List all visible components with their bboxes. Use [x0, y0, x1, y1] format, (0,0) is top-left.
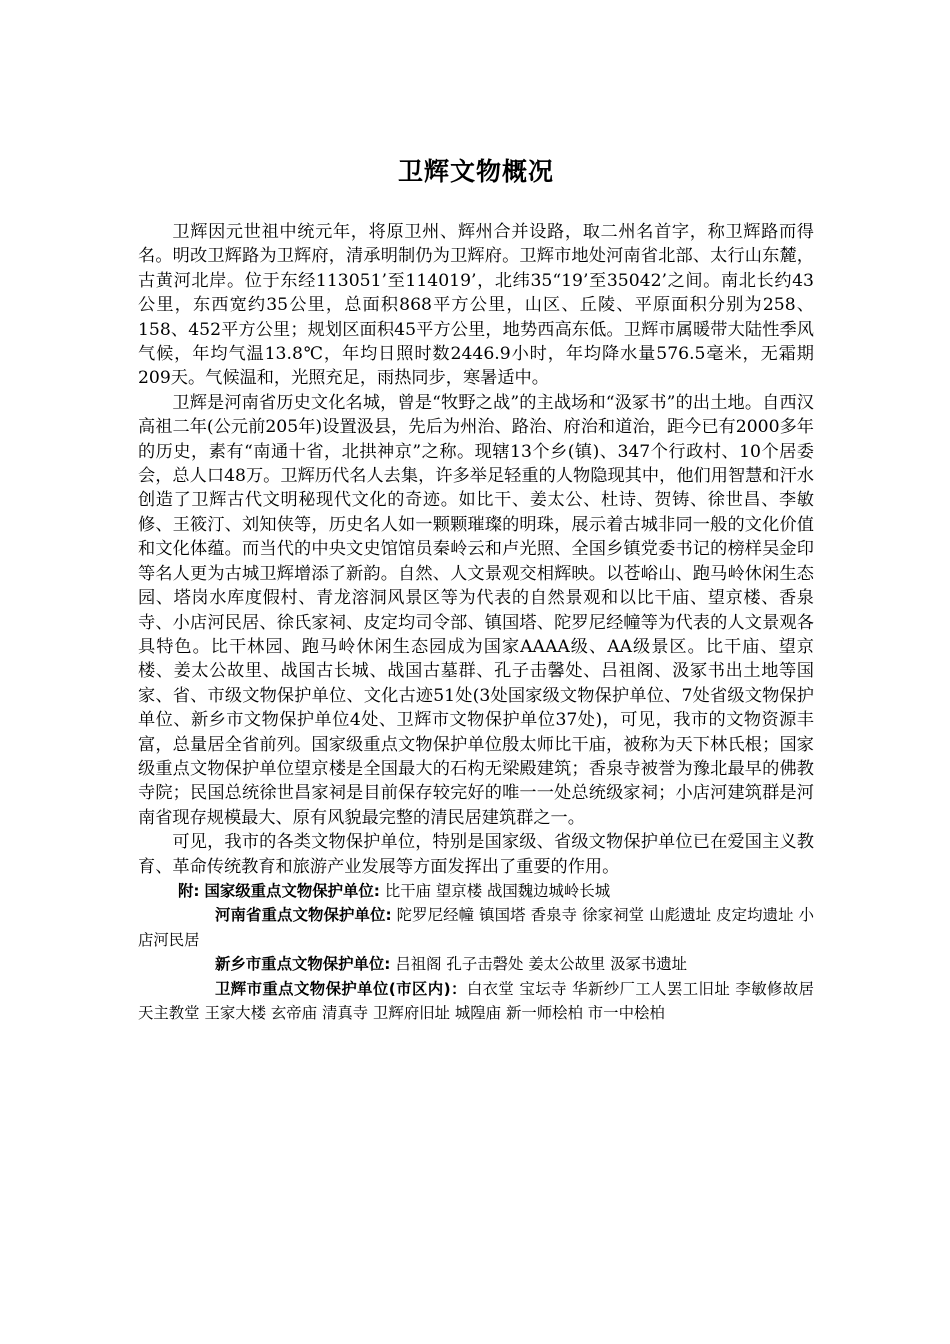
appendix-national	[138, 879, 814, 903]
document-title: 卫辉文物概况	[397, 157, 554, 186]
document-body	[138, 220, 814, 1025]
appendix-provincial-items: 陀罗尼经幢 镇国塔 香泉寺 徐家祠堂 山彪遗址 皮定均遗址 小店河民居	[138, 906, 814, 949]
appendix-national-label: 国家级重点文物保护单位:	[204, 881, 380, 900]
appendix-national-items: 比干庙 望京楼 战国魏边城岭长城	[384, 881, 611, 900]
appendix-xinxiang	[138, 952, 814, 976]
appendix-weihui-label: 卫辉市重点文物保护单位(市区内)：	[215, 979, 467, 998]
paragraph-conclusion: 可见，我市的各类文物保护单位，特别是国家级、省级文物保护单位已在爱国主义教育、革命传统教育和旅游产业发展等方面发挥出了重要的作用。	[138, 832, 814, 877]
paragraph-history: 卫辉是河南省历史文化名城，曾是“牧野之战”的主战场和“汲冢书”的出土地。自西汉高祖二年(公元前205年)设置汲县，先后为州治、路治、府治和道治，距今已有2000多年的历史，素有“南通十省，北拱神京”之称。现辖13个乡(镇)、347个行政村、10个居委会，总人口48万。卫辉历代名人去集，许多举足轻重的人物隐现其中，他们用智慧和汗水创造了卫辉古代文明秘现代文化的奇迹。如比干、姜太公、杜诗、贺铸、徐世昌、李敏修、王筱汀、刘知侠等，历史名人如一颗颗璀璨的明珠，展示着古城非同一般的文化价值和文化体蕴。而当代的中央文史馆馆员秦岭云和卢光照、全国乡镇党委书记的榜样吴金印等名人更为古城卫辉增添了新韵。自然、人文景观交相辉映。以苍峪山、跑马岭休闲生态园、塔岗水库度假村、青龙溶洞风景区等为代表的自然景观和以比干庙、望京楼、香泉寺、小店河民居、徐氏家祠、皮定均司令部、镇国塔、陀罗尼经幢等为代表的人文景观各具特色。比干林园、跑马岭休闲生态园成为国家AAAA级、AA级景区。比干庙、望京楼、姜太公故里、战国古长城、战国古墓群、孔子击馨处、吕祖阁、汲冢书出土地等国家、省、市级文物保护单位、文化古迹51处(3处国家级文物保护单位、7处省级文物保护单位、新乡市文物保护单位4处、卫辉市文物保护单位37处)，可见，我市的文物资源丰富，总量居全省前列。国家级重点文物保护单位殷太师比干庙，被称为天下林氏根；国家级重点文物保护单位望京楼是全国最大的石构无梁殿建筑；香泉寺被誉为豫北最早的佛教寺院；民国总统徐世昌家祠是目前保存较完好的唯一一处总统级家祠；小店河建筑群是河南省现存规模最大、原有风貌最完整的清民居建筑群之一。	[138, 392, 814, 828]
appendix-provincial-label: 河南省重点文物保护单位:	[215, 906, 392, 925]
appendix-xinxiang-label: 新乡市重点文物保护单位:	[215, 955, 391, 974]
appendix-weihui	[138, 977, 814, 1026]
appendix-xinxiang-items: 吕祖阁 孔子击磬处 姜太公故里 汲冢书遗址	[395, 955, 688, 974]
appendix-weihui-items: 白衣堂 宝坛寺 华新纱厂工人罢工旧址 李敏修故居 天主教堂 王家大楼 玄帝庙 清真寺 卫辉府旧址 城隍庙 新一师桧柏 市一中桧柏	[138, 979, 814, 1022]
paragraph-overview: 卫辉因元世祖中统元年，将原卫州、辉州合并设路，取二州名首字，称卫辉路而得名。明改卫辉路为卫辉府，清承明制仍为卫辉府。卫辉市地处河南省北部、太行山东麓，古黄河北岸。位于东经113051’至114019’，北纬35“19’至35042’之间。南北长约43公里，东西宽约35公里，总面积868平方公里，山区、丘陵、平原面积分别为258、158、452平方公里；规划区面积45平方公里，地势西高东低。卫辉市属暖带大陆性季风气候，年均气温13.8℃，年均日照时数2446.9小时，年均降水量576.5毫米，无霜期209天。气候温和，光照充足，雨热同步，寒暑适中。	[138, 222, 814, 389]
appendix-provincial	[138, 903, 814, 952]
appendix-prefix: 附:	[178, 881, 200, 900]
